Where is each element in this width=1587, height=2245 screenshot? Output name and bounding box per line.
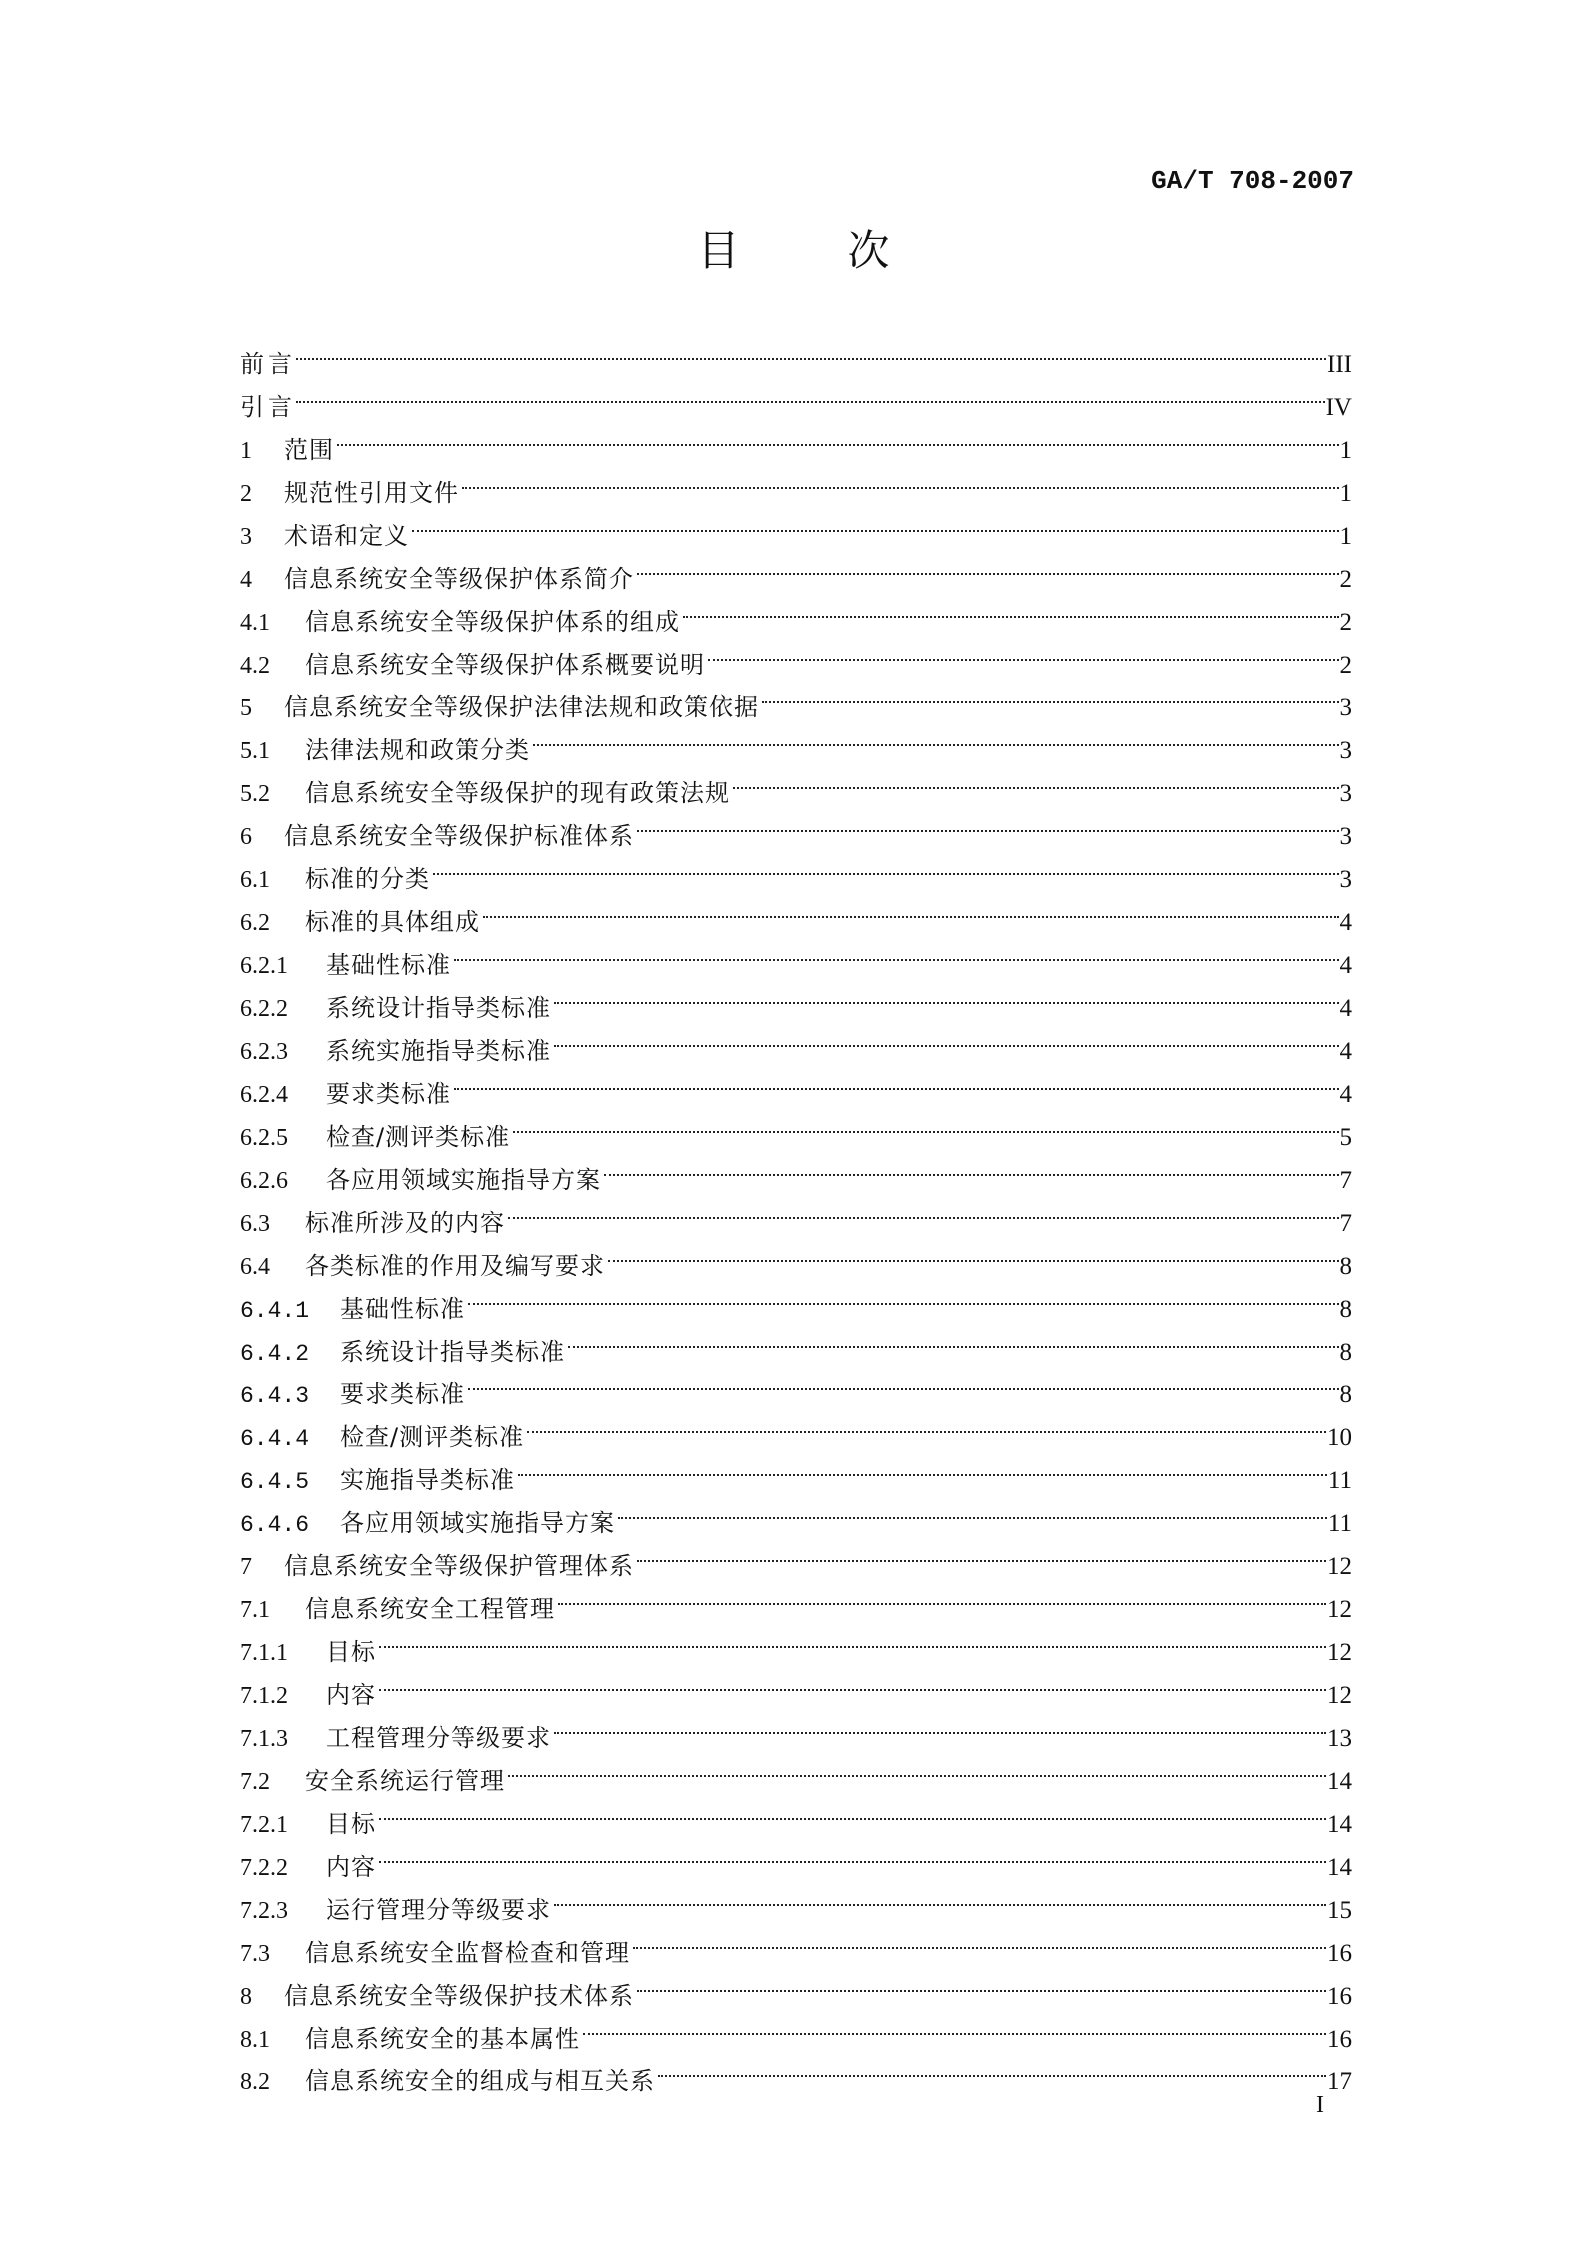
table-of-contents [240,329,1352,2096]
toc-entry-title[interactable]: 基础性标准 [326,951,451,980]
toc-entry-page[interactable]: III [1327,350,1352,378]
toc-entry-title[interactable]: 实施指导类标准 [340,1466,515,1495]
dot-leader [294,329,1326,372]
toc-entry-number: 4.1 [240,609,270,636]
dot-leader [552,1016,1339,1059]
toc-entry-page[interactable]: 14 [1327,1853,1352,1881]
toc-entry-number: 6.2.1 [240,953,288,980]
toc-entry-number: 6.4 [240,1253,270,1280]
toc-entry[interactable] [240,1617,1352,1667]
toc-entry[interactable] [240,1703,1352,1752]
toc-entry-number: 4 [240,566,252,593]
toc-entry-page[interactable]: 4 [1339,952,1352,980]
toc-entry-page[interactable]: 4 [1339,909,1352,937]
toc-entry-number: 5.2 [240,781,270,808]
toc-entry-title[interactable]: 信息系统安全等级保护技术体系 [284,1981,634,2010]
dot-leader [431,844,1339,887]
toc-entry-number: 6.4.4 [240,1426,310,1453]
toc-entry-number: 3 [240,523,252,550]
toc-entry-number: 前 [240,351,264,378]
toc-entry[interactable] [240,329,1352,378]
dot-leader [516,1445,1327,1488]
toc-entry-page[interactable]: 8 [1339,1338,1352,1366]
toc-entry[interactable] [240,1789,1352,1838]
toc-entry-number: 6.2.2 [240,996,288,1022]
toc-entry-page[interactable]: 10 [1327,1424,1352,1452]
toc-entry-title[interactable]: 标准的分类 [305,865,430,894]
toc-entry-title[interactable]: 言 [268,349,293,378]
toc-entry[interactable] [240,458,1352,507]
toc-entry-page[interactable]: 7 [1339,1209,1352,1237]
dot-leader [635,801,1339,844]
toc-entry-title[interactable]: 各应用领域实施指导方案 [326,1165,601,1194]
toc-entry-number: 引 [240,394,264,421]
toc-entry-page[interactable]: 15 [1327,1896,1352,1924]
dot-leader [552,973,1339,1016]
toc-entry-page[interactable]: 12 [1327,1553,1352,1581]
dot-leader [377,1789,1326,1832]
toc-entry-title[interactable]: 内容 [326,1681,376,1709]
toc-entry-page[interactable]: 17 [1327,2068,1352,2096]
dot-leader [452,1059,1339,1102]
toc-entry-number: 6.2.5 [240,1124,288,1151]
dot-leader [466,1360,1339,1403]
toc-entry-title[interactable]: 信息系统安全等级保护管理体系 [284,1552,634,1581]
toc-entry-page[interactable]: 3 [1339,694,1352,722]
toc-entry-number: 7.2.1 [240,1811,288,1838]
toc-entry-page[interactable]: 16 [1327,2025,1352,2053]
dot-leader [581,2004,1326,2047]
toc-entry-number: 5.1 [240,738,270,765]
dot-leader [531,715,1339,758]
page-title-char-1: 目 [697,226,740,275]
toc-entry-number: 6.4.5 [240,1469,310,1496]
dot-leader [635,1531,1326,1574]
toc-entry-page[interactable]: 12 [1327,1596,1352,1624]
toc-entry-title[interactable]: 目标 [326,1638,376,1667]
toc-entry-title[interactable]: 信息系统安全的基本属性 [305,2024,580,2053]
toc-entry-title[interactable]: 要求类标准 [340,1380,465,1409]
toc-entry-page[interactable]: 4 [1339,1037,1352,1065]
toc-entry-title[interactable]: 信息系统安全等级保护标准体系 [284,822,634,851]
dot-leader [377,1660,1326,1703]
toc-entry-number: 7.2.3 [240,1897,288,1924]
toc-entry-title[interactable]: 范围 [284,435,334,464]
toc-entry-number: 6.4.1 [240,1297,310,1324]
toc-entry-title[interactable]: 信息系统安全等级保护的现有政策法规 [305,779,730,808]
dot-leader [460,458,1339,501]
toc-entry-page[interactable]: 12 [1327,1682,1352,1709]
toc-entry-title[interactable]: 系统实施指导类标准 [326,1036,551,1065]
toc-entry-number: 6.2.3 [240,1038,288,1065]
toc-entry[interactable] [240,415,1352,464]
toc-entry-title[interactable]: 要求类标准 [326,1079,451,1108]
toc-entry-page[interactable]: 8 [1339,1381,1352,1409]
toc-entry-number: 8.2 [240,2069,270,2096]
dot-leader [635,544,1339,587]
page-title [0,218,1587,278]
toc-entry-page[interactable]: 5 [1339,1123,1352,1151]
toc-entry-page[interactable]: 13 [1327,1724,1352,1752]
toc-entry-number: 7.2 [240,1768,270,1795]
toc-entry-number: 6.2 [240,910,270,937]
toc-entry-page[interactable]: 1 [1339,479,1352,507]
toc-entry-number: 6.1 [240,867,270,894]
toc-entry-title[interactable]: 信息系统安全工程管理 [305,1595,555,1624]
dot-leader [635,1961,1326,2004]
toc-entry-title[interactable]: 法律法规和政策分类 [305,736,530,765]
toc-entry-number: 7 [240,1554,252,1581]
dot-leader [602,1145,1339,1188]
toc-entry-title[interactable]: 系统设计指导类标准 [326,994,551,1022]
dot-leader [566,1317,1339,1360]
toc-entry-number: 6.4.3 [240,1383,310,1410]
toc-entry-title[interactable]: 信息系统安全监督检查和管理 [305,1938,630,1967]
toc-entry-page[interactable]: 1 [1339,522,1352,550]
toc-entry-number: 6.3 [240,1210,270,1237]
toc-entry-title[interactable]: 信息系统安全等级保护体系概要说明 [305,650,705,679]
toc-entry-number: 6.4.2 [240,1340,310,1367]
dot-leader [452,930,1339,973]
dot-leader [706,630,1339,673]
toc-entry-number: 6.4.6 [240,1512,310,1539]
toc-entry-page[interactable]: 4 [1339,1080,1352,1108]
dot-leader [552,1875,1326,1918]
dot-leader [631,1918,1326,1961]
dot-leader [606,1231,1339,1274]
dot-leader [506,1746,1326,1789]
toc-entry-page[interactable]: 3 [1339,866,1352,894]
toc-entry-page[interactable]: 11 [1327,1510,1352,1538]
dot-leader [377,1617,1326,1660]
dot-leader [335,415,1339,458]
dot-leader [410,501,1339,544]
toc-entry-page[interactable]: 2 [1339,565,1352,593]
toc-entry-number: 4.2 [240,652,270,679]
toc-entry-title[interactable]: 信息系统安全的组成与相互关系 [305,2067,655,2096]
dot-leader [377,1832,1326,1875]
toc-entry-title[interactable]: 基础性标准 [340,1294,465,1323]
dot-leader [552,1703,1326,1746]
dot-leader [481,887,1339,930]
dot-leader [616,1488,1327,1531]
dot-leader [681,587,1339,630]
toc-entry-title[interactable]: 各类标准的作用及编写要求 [305,1251,605,1280]
toc-entry-title[interactable]: 信息系统安全等级保护体系简介 [284,564,634,593]
toc-entry-number: 8 [240,1983,252,2010]
toc-entry-page[interactable]: 3 [1339,780,1352,808]
toc-entry-number: 8.1 [240,2026,270,2053]
dot-leader [656,2047,1326,2090]
toc-entry-page[interactable]: 8 [1339,1295,1352,1323]
dot-leader [294,372,1325,415]
dot-leader [556,1574,1326,1617]
toc-entry-title[interactable]: 系统设计指导类标准 [340,1337,565,1366]
toc-entry-number: 6.2.6 [240,1167,288,1194]
toc-entry-number: 2 [240,480,252,507]
dot-leader [525,1402,1326,1445]
toc-entry-page[interactable]: 8 [1339,1252,1352,1280]
toc-entry-page[interactable]: 3 [1339,737,1352,765]
toc-entry-page[interactable]: 14 [1327,1767,1352,1795]
toc-entry-page[interactable]: 1 [1339,436,1352,464]
toc-entry-page[interactable]: IV [1325,393,1352,421]
toc-entry-page[interactable]: 16 [1327,1982,1352,2010]
toc-entry[interactable] [240,1660,1352,1709]
toc-entry-number: 7.1.2 [240,1683,288,1709]
toc-entry-page[interactable]: 16 [1327,1939,1352,1967]
toc-entry-page[interactable]: 2 [1339,608,1352,636]
toc-entry-number: 7.1.3 [240,1725,288,1752]
toc-entry-page[interactable]: 11 [1327,1467,1352,1495]
dot-leader [511,1102,1338,1145]
toc-entry-page[interactable]: 7 [1339,1166,1352,1194]
toc-entry-title[interactable]: 各应用领域实施指导方案 [340,1509,615,1538]
toc-entry-number: 7.1.1 [240,1640,288,1667]
toc-entry-title[interactable]: 标准所涉及的内容 [305,1208,505,1237]
toc-entry-page[interactable]: 3 [1339,823,1352,851]
toc-entry-number: 7.3 [240,1940,270,1967]
toc-entry-title[interactable]: 检查/测评类标准 [326,1122,511,1151]
toc-entry-number: 5 [240,695,252,722]
toc-entry-title[interactable]: 安全系统运行管理 [305,1766,505,1795]
toc-entry[interactable] [240,1875,1352,1924]
toc-entry-number: 6 [240,824,252,851]
toc-entry-title[interactable]: 工程管理分等级要求 [326,1723,551,1752]
toc-entry-number: 7.1 [240,1597,270,1624]
toc-entry-page[interactable]: 12 [1327,1639,1352,1667]
dot-leader [760,673,1339,716]
toc-entry[interactable] [240,372,1352,421]
toc-entry-number: 1 [240,437,252,464]
dot-leader [466,1274,1339,1317]
toc-entry-title[interactable]: 规范性引用文件 [284,478,459,507]
toc-entry[interactable] [240,1832,1352,1881]
dot-leader [731,758,1339,801]
toc-entry-page[interactable]: 4 [1339,995,1352,1022]
dot-leader [506,1188,1339,1231]
standard-code: GA/T 708-2007 [1151,166,1354,196]
toc-entry-title[interactable]: 内容 [326,1852,376,1881]
toc-entry-title[interactable]: 检查/测评类标准 [340,1423,525,1452]
toc-entry-title[interactable]: 目标 [326,1809,376,1838]
page-title-char-2: 次 [847,226,890,275]
toc-entry-title[interactable]: 信息系统安全等级保护体系的组成 [305,607,680,636]
toc-entry-title[interactable]: 标准的具体组成 [305,908,480,937]
page-number: I [1316,2092,1324,2118]
toc-entry-page[interactable]: 2 [1339,651,1352,679]
toc-entry-title[interactable]: 术语和定义 [284,521,409,550]
toc-entry-number: 7.2.2 [240,1854,288,1881]
toc-entry-number: 6.2.4 [240,1081,288,1108]
toc-entry-title[interactable]: 言 [268,392,293,421]
toc-entry-page[interactable]: 14 [1327,1810,1352,1838]
toc-entry-title[interactable]: 信息系统安全等级保护法律法规和政策依据 [284,693,759,722]
toc-entry-title[interactable]: 运行管理分等级要求 [326,1895,551,1924]
